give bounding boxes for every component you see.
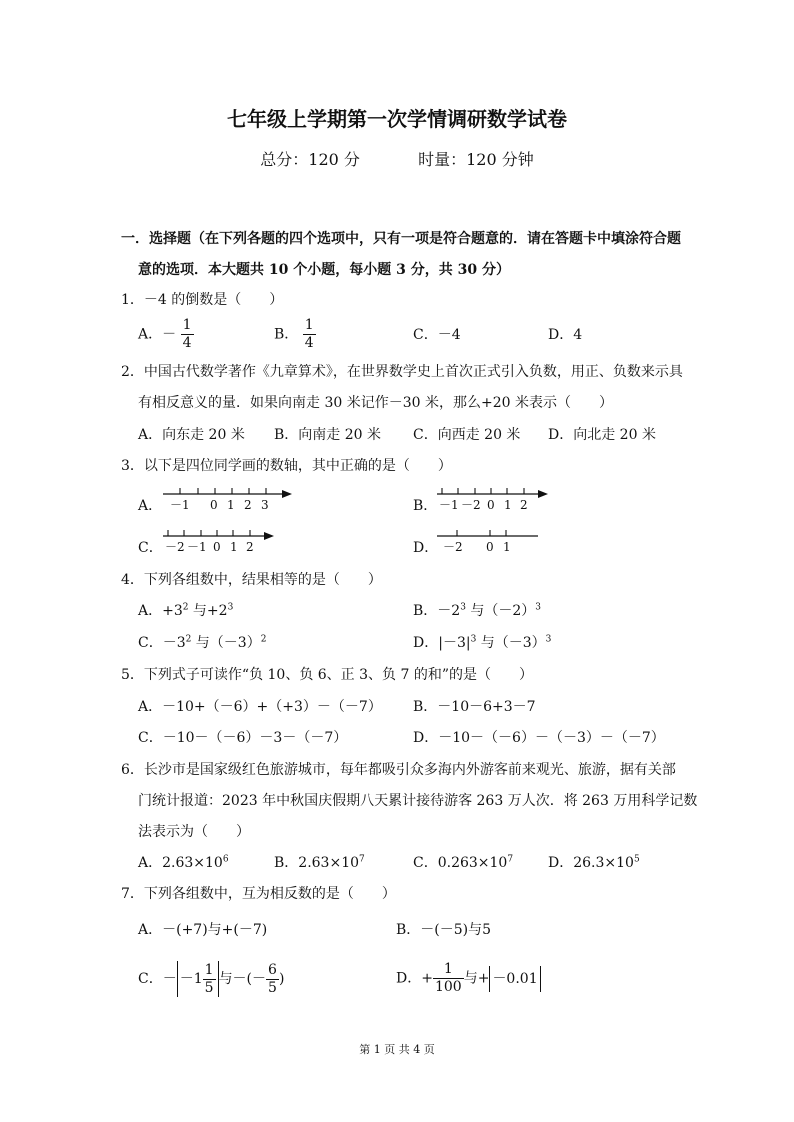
tick-label: 0: [210, 498, 218, 512]
q7-option-c: C．－ －1 $\frac{1}{5}$ 与－(－ $\frac{6}{5}$ ): [138, 961, 285, 996]
section-heading-line2: 意的选项．本大题共 10 个小题，每小题 3 分，共 30 分）: [138, 262, 510, 278]
question-6-line3: 法表示为（ ）: [138, 824, 250, 840]
question-6-line2: 门统计报道：2023 年中秋国庆假期八天累计接待游客 263 万人次．将 263 万用科学记数: [138, 793, 698, 809]
q1-option-d: D．4: [548, 327, 583, 343]
q5-option-a: A．－10+（－6）+（+3）－（－7）: [138, 699, 382, 715]
q4-option-a: A．$+3^2$ 与$+2^3$: [138, 602, 234, 619]
question-3-stem: 3．以下是四位同学画的数轴，其中正确的是（ ）: [121, 458, 452, 474]
tick-label: 2: [520, 498, 528, 512]
q2-option-c: C．向西走 20 米: [413, 427, 521, 443]
tick-label: 1: [230, 540, 238, 554]
tick-label: －2: [165, 540, 185, 554]
tick-label: 0: [487, 498, 495, 512]
question-5-stem: 5．下列式子可读作“负 10、负 6、正 3、负 7 的和”的是（ ）: [121, 667, 534, 683]
q2-option-b: B．向南走 20 米: [274, 427, 382, 443]
tick-label: 2: [246, 540, 254, 554]
q4-option-d: D．$|-3|^3$ 与$(-3)^3$: [413, 634, 552, 651]
tick-label: －1: [439, 498, 459, 512]
tick-label: 1: [227, 498, 235, 512]
question-2-line1: 2．中国古代数学著作《九章算术》，在世界数学史上首次正式引入负数，用正、负数来示具: [121, 364, 683, 380]
q3-option-a-label: A．: [138, 498, 163, 514]
q4-option-b: B．$-2^3$ 与$(-2)^3$: [413, 602, 542, 619]
q3-option-c-label: C．: [138, 540, 163, 556]
section-heading-line1: 一．选择题（在下列各题的四个选项中，只有一项是符合题意的．请在答题卡中填涂符合题: [121, 231, 681, 247]
q3-number-line-a: [158, 484, 298, 514]
question-2-line2: 有相反意义的量．如果向南走 30 米记作－30 米，那么+20 米表示（ ）: [138, 395, 613, 411]
q7-option-b: B．－(－5)与5: [396, 922, 492, 938]
q5-option-d: D．－10－（－6）－（－3）－（－7）: [413, 730, 665, 746]
q3-option-b-label: B．: [413, 498, 438, 514]
question-4-stem: 4．下列各组数中，结果相等的是（ ）: [121, 572, 382, 588]
q5-option-b: B．－10－6+3－7: [413, 699, 536, 715]
q2-option-d: D．向北走 20 米: [548, 427, 656, 443]
q6-option-c: C．$0.263\times 10^7$: [413, 854, 514, 871]
tick-label: 3: [261, 498, 269, 512]
question-6-line1: 6．长沙市是国家级红色旅游城市，每年都吸引众多海内外游客前来观光、旅游，据有关部: [121, 762, 676, 778]
time-limit: 时量：120 分钟: [418, 150, 534, 169]
q6-option-d: D．$26.3\times 10^5$: [548, 854, 640, 871]
q3-number-line-b: [432, 484, 556, 514]
tick-label: －1: [170, 498, 190, 512]
q5-option-c: C．－10－（－6）－3－（－7）: [138, 730, 348, 746]
q3-number-line-c: [158, 526, 282, 556]
tick-label: －2: [461, 498, 481, 512]
question-7-stem: 7．下列各组数中，互为相反数的是（ ）: [121, 886, 396, 902]
q1-option-a: A．－ $\frac{1}{4}$: [138, 317, 192, 351]
tick-label: 2: [244, 498, 252, 512]
exam-info: [0, 147, 794, 170]
q4-option-c: C．$-3^2$ 与$(-3)^2$: [138, 634, 267, 651]
tick-label: 1: [503, 540, 511, 554]
q2-option-a: A．向东走 20 米: [138, 427, 245, 443]
tick-label: 0: [486, 540, 494, 554]
q3-option-d-label: D．: [413, 540, 439, 556]
tick-label: 1: [504, 498, 512, 512]
q7-option-d: D．+ $\frac{1}{100}$ 与+ －0.01: [396, 961, 541, 996]
tick-label: 0: [213, 540, 221, 554]
q7-option-a: A．－(+7)与+(－7): [138, 922, 268, 938]
question-1-stem: 1．－4 的倒数是（ ）: [121, 292, 284, 308]
tick-label: －1: [187, 540, 207, 554]
q1-option-b: B． $\frac{1}{4}$: [274, 317, 314, 351]
tick-label: －2: [443, 540, 463, 554]
q6-option-b: B．$2.63\times 10^7$: [274, 854, 365, 871]
total-score: 总分：120 分: [260, 150, 360, 169]
q3-number-line-d: [432, 526, 556, 556]
q6-option-a: A．$2.63\times 10^6$: [138, 854, 229, 871]
page-title: 七年级上学期第一次学情调研数学试卷: [227, 107, 567, 131]
page-footer: 第 1 页 共 4 页: [359, 1043, 435, 1056]
q1-option-c: C．－4: [413, 327, 461, 343]
